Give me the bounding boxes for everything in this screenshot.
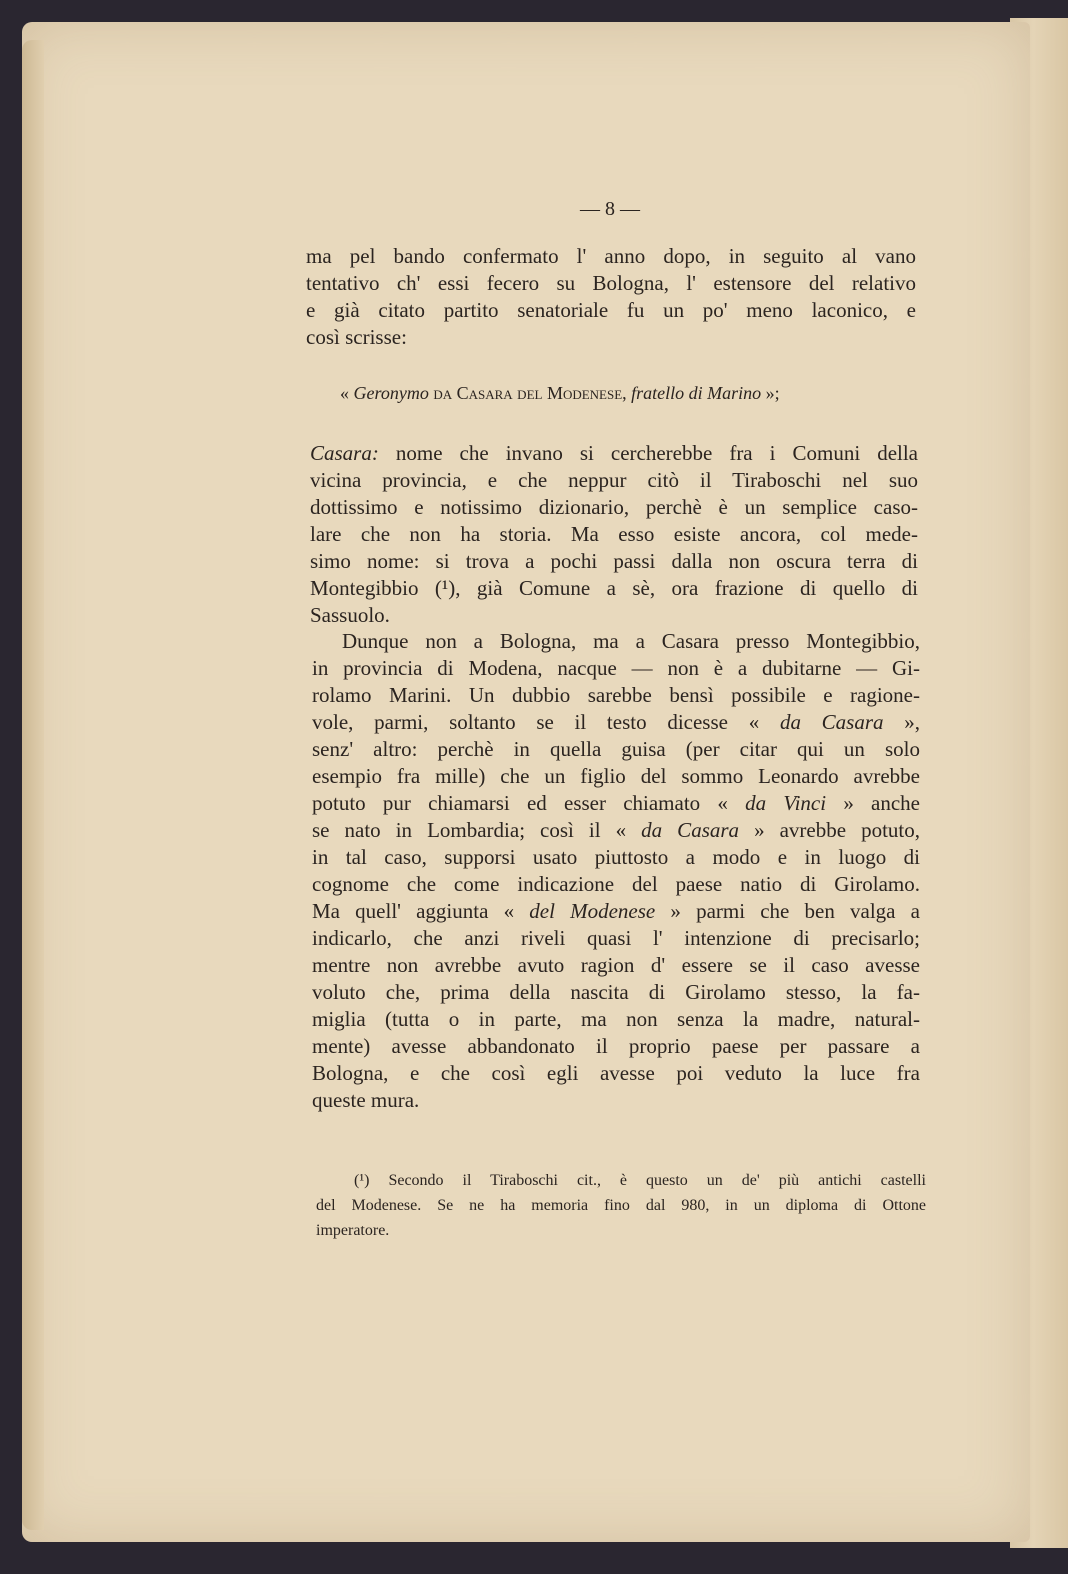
text-line: e già citato partito senatoriale fu un po' meno laconico, e bbox=[306, 298, 916, 322]
page-number: — 8 — bbox=[580, 198, 640, 220]
text-line: indicarlo, che anzi riveli quasi l' intenzione di precisarlo; bbox=[312, 926, 920, 950]
text-line: rolamo Marini. Un dubbio sarebbe bensì possibile e ragione- bbox=[312, 683, 920, 707]
footnote bbox=[316, 1168, 926, 1243]
text-line bbox=[310, 440, 918, 467]
paragraph-3 bbox=[312, 628, 920, 1114]
quote-middle: da Casara del Modenese, bbox=[428, 383, 632, 403]
quote-close: »; bbox=[761, 383, 780, 403]
text-fragment: Ma quell' aggiunta « bbox=[312, 899, 530, 923]
text-fragment: vole, parmi, soltanto se il testo dicesse « bbox=[312, 710, 780, 734]
paragraph-2 bbox=[310, 440, 918, 629]
quote-tail: fratello di Marino bbox=[631, 383, 762, 403]
text-fragment: nome che invano si cercherebbe fra i Comuni della bbox=[378, 441, 918, 465]
text-fragment: » parmi che ben valga a bbox=[655, 899, 920, 923]
footnote-line: (¹) Secondo il Tiraboschi cit., è questo un de' più antichi castelli bbox=[354, 1172, 926, 1189]
text-line bbox=[312, 817, 920, 844]
text-line: Bologna, e che così egli avesse poi veduto la luce fra bbox=[312, 1061, 920, 1085]
quote-name: Geronymo bbox=[353, 383, 429, 403]
text-line: lare che non ha storia. Ma esso esiste ancora, col mede- bbox=[310, 522, 918, 546]
text-line: esempio fra mille) che un figlio del sommo Leonardo avrebbe bbox=[312, 764, 920, 788]
text-fragment: se nato in Lombardia; così il « bbox=[312, 818, 642, 842]
paragraph-1 bbox=[306, 243, 916, 351]
text-line: Sassuolo. bbox=[310, 603, 390, 627]
text-line: queste mura. bbox=[312, 1088, 420, 1112]
text-fragment: », bbox=[883, 710, 921, 734]
text-line: senz' altro: perchè in quella guisa (per citar qui un solo bbox=[312, 737, 920, 761]
italic-fragment: da Casara bbox=[779, 710, 884, 734]
quoted-record bbox=[340, 380, 900, 407]
footnote-line: imperatore. bbox=[316, 1222, 390, 1239]
text-line bbox=[312, 898, 920, 925]
text-fragment: potuto pur chiamarsi ed esser chiamato « bbox=[312, 791, 746, 815]
text-fragment: » avrebbe potuto, bbox=[739, 818, 921, 842]
italic-fragment: da Casara bbox=[641, 818, 740, 842]
text-fragment: » anche bbox=[826, 791, 920, 815]
casara-term: Casara: bbox=[310, 441, 379, 465]
text-line: simo nome: si trova a pochi passi dalla non oscura terra di bbox=[310, 549, 918, 573]
text-line bbox=[312, 790, 920, 817]
text-line: dottissimo e notissimo dizionario, perchè è un semplice caso- bbox=[310, 495, 918, 519]
quote-open: « bbox=[340, 383, 354, 403]
text-line: in provincia di Modena, nacque — non è a dubitarne — Gi- bbox=[312, 656, 920, 680]
text-fragment: Dunque non a Bologna, ma a Casara presso Montegibbio, bbox=[342, 629, 920, 653]
text-line: voluto che, prima della nascita di Girolamo stesso, la fa- bbox=[312, 980, 920, 1004]
text-line: mente) avesse abbandonato il proprio paese per passare a bbox=[312, 1034, 920, 1058]
footnote-line: del Modenese. Se ne ha memoria fino dal 980, in un diploma di Ottone bbox=[316, 1197, 926, 1214]
text-line: in tal caso, supporsi usato piuttosto a modo e in luogo di bbox=[312, 845, 920, 869]
italic-fragment: del Modenese bbox=[529, 899, 656, 923]
text-line: mentre non avrebbe avuto ragion d' essere se il caso avesse bbox=[312, 953, 920, 977]
text-line: tentativo ch' essi fecero su Bologna, l' estensore del relativo bbox=[306, 271, 916, 295]
text-line: cognome che come indicazione del paese natio di Girolamo. bbox=[312, 872, 920, 896]
text-line bbox=[312, 709, 920, 736]
text-line: Montegibbio (¹), già Comune a sè, ora frazione di quello di bbox=[310, 576, 918, 600]
text-line: miglia (tutta o in parte, ma non senza la madre, natural- bbox=[312, 1007, 920, 1031]
text-line: così scrisse: bbox=[306, 325, 407, 349]
page-binding-edge bbox=[22, 40, 44, 1530]
text-line bbox=[312, 628, 920, 655]
italic-fragment: da Vinci bbox=[745, 791, 827, 815]
text-line: vicina provincia, e che neppur citò il Tiraboschi nel suo bbox=[310, 468, 918, 492]
text-line: ma pel bando confermato l' anno dopo, in seguito al vano bbox=[306, 244, 916, 268]
